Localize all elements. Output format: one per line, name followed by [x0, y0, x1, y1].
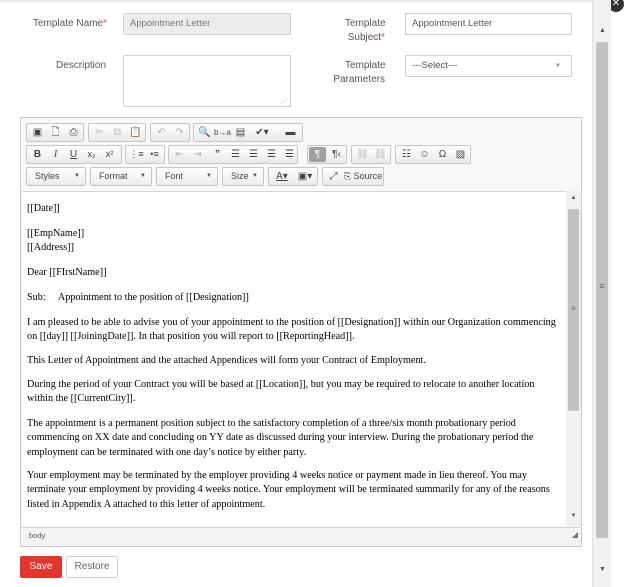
rich-text-editor — [20, 117, 582, 547]
spellcheck-icon[interactable]: ✔▾ — [255, 127, 269, 138]
replace-icon[interactable]: b→a — [214, 128, 231, 137]
link-icon[interactable]: ⛓ — [356, 149, 369, 160]
table-icon[interactable]: ☷ — [402, 149, 411, 160]
scroll-up-icon[interactable]: ▲ — [570, 195, 577, 201]
cut-icon[interactable]: ✂ — [95, 127, 104, 138]
chevron-down-icon: ▼ — [74, 173, 80, 179]
basic-styles-group — [26, 145, 122, 164]
text-direction-ltr-icon[interactable]: ¶ — [309, 147, 326, 162]
template-parameters-label-line2: Parameters — [333, 74, 385, 85]
justify-icon[interactable]: ☰ — [285, 149, 294, 160]
template-parameters-select[interactable]: ---Select--- ▼ — [405, 55, 572, 77]
page-scroll-thumb[interactable] — [596, 42, 608, 538]
clipboard-group — [88, 123, 146, 142]
paragraph-group — [168, 145, 298, 164]
description-textarea[interactable] — [123, 55, 291, 107]
page-scrollbar[interactable] — [592, 0, 611, 587]
find-icon[interactable]: 🔍 — [198, 127, 211, 138]
underline-icon[interactable]: U — [69, 149, 78, 160]
scroll-up-icon[interactable]: ▲ — [599, 27, 606, 34]
increase-indent-icon[interactable]: ⇥ — [193, 149, 202, 160]
scroll-down-icon[interactable]: ▼ — [570, 513, 577, 519]
template-subject-label-line2: Subject* — [347, 32, 385, 43]
undo-group — [150, 123, 190, 142]
undo-icon[interactable]: ↶ — [157, 127, 166, 138]
bulleted-list-icon[interactable]: •≡ — [150, 149, 159, 159]
insert-group — [395, 145, 471, 164]
editor-scroll-thumb[interactable] — [568, 209, 579, 411]
list-group — [125, 145, 165, 164]
body-paragraph-4: The appointment is a permanent position subject to the satisfactory completion of a three/six month probationary period commencing on XX date and concluding on YY date as discussed during your interview. During the probationary period the employment can be terminated with one day’s notice by either party. — [27, 418, 534, 458]
scroll-down-icon[interactable]: ▼ — [599, 566, 606, 573]
copy-icon[interactable]: ⧉ — [113, 127, 122, 138]
special-char-icon[interactable]: Ω — [438, 149, 447, 160]
body-paragraph-5: Your employment may be terminated by the employer providing 4 weeks notice or payment made in lieu thereof. You may terminate your employment by providing 4 weeks notice. Your employment will be terminated summarily for any of the reasons listed in Appendix A attached to this letter of appointment. — [27, 470, 550, 510]
direction-group — [307, 145, 347, 164]
subscript-icon[interactable]: x₂ — [87, 149, 96, 159]
restore-button[interactable]: Restore — [66, 556, 118, 578]
horizontal-rule-icon[interactable]: ▬ — [285, 127, 296, 138]
maximize-icon[interactable]: ⤢ — [329, 171, 338, 182]
bold-icon[interactable]: B — [33, 149, 42, 160]
save-button[interactable]: Save — [20, 556, 62, 578]
color-group — [268, 167, 318, 186]
close-icon[interactable]: ✕ — [608, 0, 624, 12]
template-name-input: Appointment Letter — [123, 13, 291, 35]
align-left-icon[interactable]: ☰ — [231, 149, 240, 160]
numbered-list-icon[interactable]: ⋮≡ — [129, 149, 144, 159]
align-center-icon[interactable]: ☰ — [249, 149, 258, 160]
document-group — [26, 123, 84, 142]
redo-icon[interactable]: ↷ — [175, 127, 184, 138]
address-paragraph: [[Address]] — [27, 242, 74, 253]
description-label: Description — [56, 60, 107, 71]
unlink-icon[interactable]: ⛓ — [374, 149, 387, 160]
body-paragraph-2: This Letter of Appointment and the attached Appendices will form your Contract of Employment. — [27, 355, 426, 366]
editor-status-bar — [21, 527, 581, 546]
size-combo[interactable]: Size ▼ — [222, 167, 264, 186]
decrease-indent-icon[interactable]: ⇤ — [175, 149, 184, 160]
chevron-down-icon: ▼ — [252, 173, 258, 179]
background-color-icon[interactable]: ▣▾ — [297, 171, 313, 182]
format-combo[interactable]: Format ▼ — [90, 167, 152, 186]
resize-handle-icon[interactable]: ◢ — [571, 530, 578, 539]
emp-name-paragraph: [[EmpName]] — [27, 228, 85, 239]
salutation-paragraph: Dear [[FIrstName]] — [27, 267, 107, 278]
styles-combo[interactable]: Styles ▼ — [26, 167, 86, 186]
text-color-icon[interactable]: A▾ — [276, 171, 288, 182]
select-all-icon[interactable]: ▤ — [235, 127, 246, 138]
template-parameters-label: Template — [345, 60, 386, 71]
blockquote-icon[interactable]: ” — [215, 149, 220, 160]
link-group — [351, 145, 391, 164]
body-paragraph-1: I am pleased to be able to advise you of your appointment to the position of [[Designation]] within our Organization commencing on [[day]] [[JoiningDate]]. In that position you will report to [[ReportingHead]]. — [27, 317, 556, 343]
chevron-down-icon: ▼ — [140, 173, 146, 179]
editor-content-area[interactable] — [22, 191, 566, 526]
chevron-down-icon: ▼ — [555, 63, 561, 69]
print-icon[interactable]: ⎙ — [69, 127, 78, 138]
font-combo[interactable]: Font ▼ — [156, 167, 218, 186]
tools-group — [322, 167, 384, 186]
template-subject-input[interactable]: Appointment Letter — [405, 13, 572, 35]
body-paragraph-3: During the period of your Contract you will be based at [[Location]], but you may be required to relocate to another location within the [[CurrentCity]]. — [27, 379, 535, 405]
new-page-icon[interactable]: 🗋 — [51, 127, 60, 138]
source-button[interactable]: ⎘ Source — [343, 171, 383, 181]
editing-group — [193, 123, 303, 142]
save-icon[interactable]: ▣ — [32, 127, 43, 138]
resize-grip-icon[interactable]: ⋰ — [281, 98, 288, 105]
chevron-down-icon: ▼ — [206, 173, 212, 179]
smiley-icon[interactable]: ☺ — [419, 149, 430, 160]
template-name-label: Template Name* — [33, 18, 107, 29]
grip-icon: ≡ — [571, 304, 576, 313]
superscript-icon[interactable]: x² — [105, 149, 114, 159]
subject-paragraph: Sub: Appointment to the position of [[Designation]] — [27, 292, 249, 303]
align-right-icon[interactable]: ☰ — [267, 149, 276, 160]
page-top-shadow — [0, 0, 619, 4]
date-paragraph: [[Date]] — [27, 203, 60, 214]
text-direction-rtl-icon[interactable]: ¶‹ — [332, 149, 341, 160]
grip-icon: ≡ — [599, 281, 605, 291]
paste-icon[interactable]: 📋 — [129, 127, 142, 138]
italic-icon[interactable]: I — [53, 149, 58, 160]
editor-scrollbar[interactable] — [566, 191, 581, 526]
image-icon[interactable]: ▨ — [455, 149, 466, 160]
template-subject-label: Template — [345, 18, 386, 29]
element-path[interactable]: body — [29, 531, 46, 540]
